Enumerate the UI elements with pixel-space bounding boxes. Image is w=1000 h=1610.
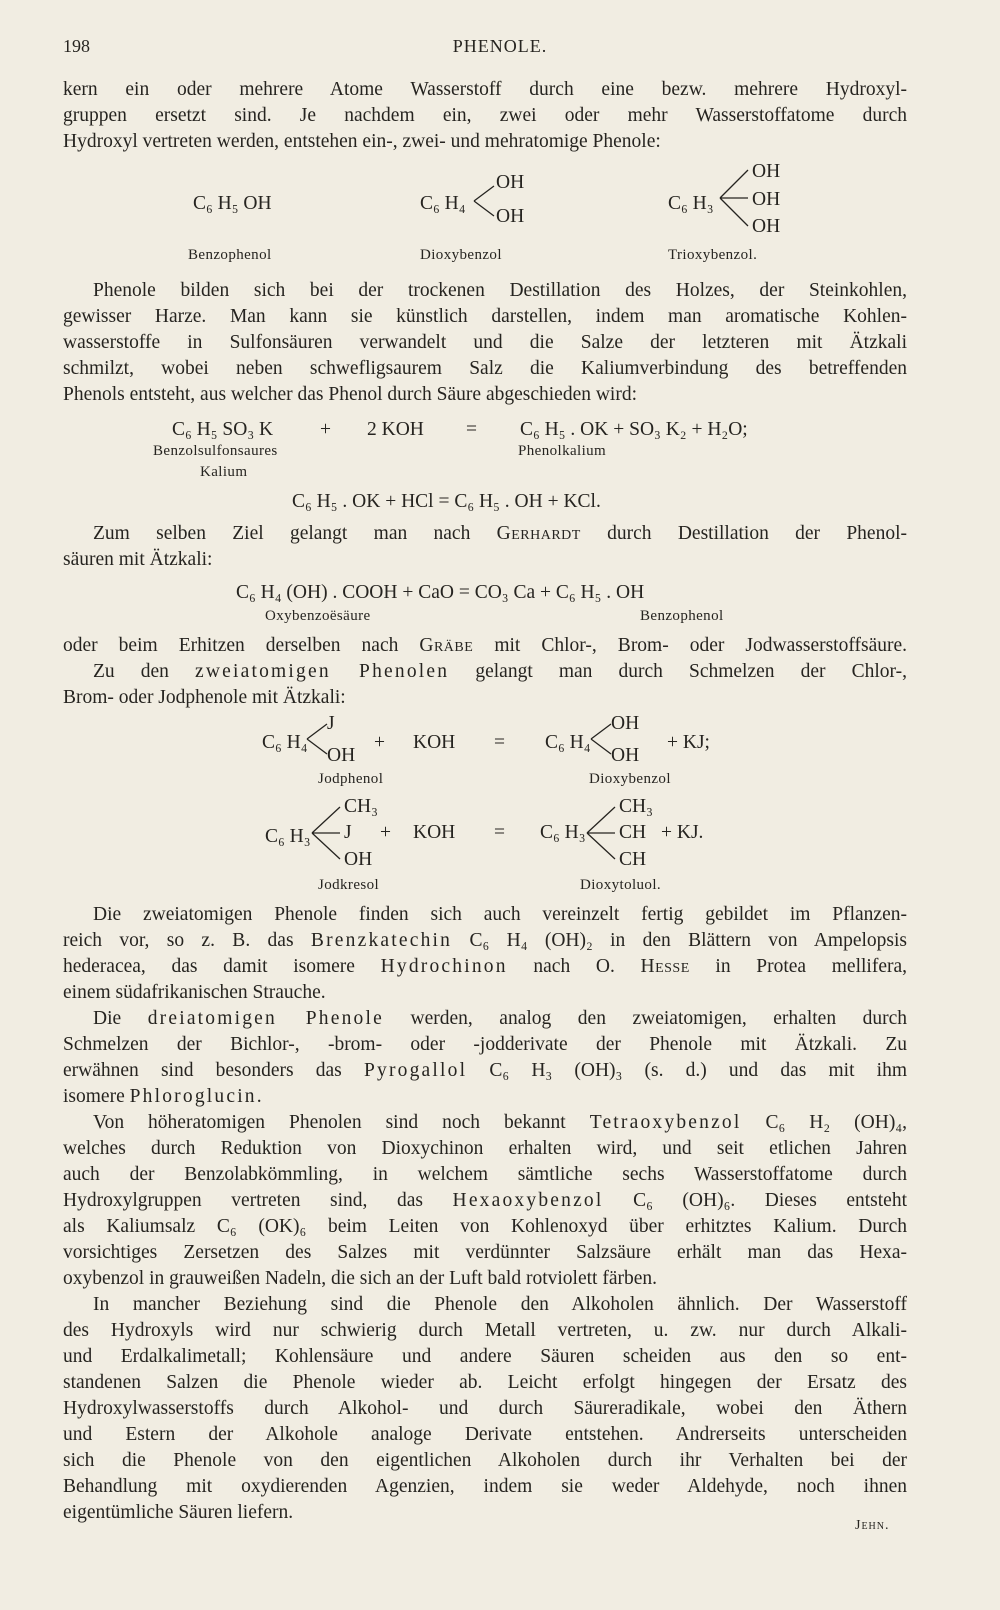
formula: C₆ H₄ [545, 732, 591, 753]
formula-dioxybenzol-base: C₆ H₄ [420, 193, 466, 214]
formula: C₆ H₄ [262, 732, 308, 753]
paragraph-2 [63, 278, 907, 408]
caption: Dioxybenzol [420, 247, 502, 263]
formula: C₆ H₅ SO₃ K [172, 419, 274, 440]
formula-hydroxyl: OH [752, 161, 781, 182]
formula: C₆ H₃ [265, 826, 311, 847]
text-line: Brom- oder Jodphenole mit Ätzkali: [63, 687, 346, 708]
text-line: oder beim Erhitzen derselben nach Gräbe mit Chlor-, Brom- oder Jodwasserstoffsäure. [63, 635, 907, 656]
caption: Dioxybenzol [589, 771, 671, 787]
formula: CH₃ [619, 796, 653, 817]
emphasis: Pyrogallol [363, 1060, 468, 1081]
formula: + [374, 732, 385, 753]
paragraph-4 [63, 633, 907, 711]
text-line: Die dreiatomigen Phenole werden, analog den zweiatomigen, erhalten durch [93, 1008, 908, 1029]
formula: 2 KOH [367, 419, 424, 440]
text-line: In mancher Beziehung sind die Phenole den Alkoholen ähnlich. Der Wasserstoff [93, 1294, 907, 1315]
caption: Benzolsulfonsaures [153, 443, 278, 459]
emphasis: Phloroglucin [129, 1086, 257, 1107]
caption: Benzophenol [640, 608, 724, 624]
author-name: Gräbe [419, 635, 474, 656]
formula: + [320, 419, 331, 440]
text-line: schmilzt, wobei neben schwefligsaurem Salz die Kaliumverbindung des betreffenden [63, 358, 907, 379]
text-line: hederacea, das damit isomere Hydrochinon nach O. Hesse in Protea mellifera, [63, 956, 907, 977]
text-line: Hydroxyl vertreten werden, entstehen ein-, zwei- und mehratomige Phenole: [63, 131, 661, 152]
caption: Benzophenol [188, 247, 272, 263]
text-line: Die zweiatomigen Phenole finden sich auch vereinzelt fertig gebildet im Pflanzen- [93, 904, 907, 925]
caption: Dioxytoluol. [580, 877, 662, 893]
text-line: Zu den zweiatomigen Phenolen gelangt man durch Schmelzen der Chlor-, [93, 661, 907, 682]
formula: + KJ; [667, 732, 710, 753]
text-line: gewisser Harze. Man kann sie künstlich darstellen, indem man aromatische Kohlen- [63, 306, 907, 327]
emphasis: Brenzkatechin [310, 930, 453, 951]
text-line: isomere Phloroglucin. [63, 1086, 262, 1107]
formula: CH₃ [344, 796, 378, 817]
equation-hcl: C₆ H₅ . OK + HCl = C₆ H₅ . OH + KCl. [292, 491, 601, 512]
text-line: wasserstoffe in Sulfonsäuren verwandelt und die Salze der letzteren mit Ätzkali [63, 332, 907, 353]
text-line: sich die Phenole von den eigentlichen Alkoholen durch ihr Verhalten bei der [63, 1450, 907, 1471]
emphasis: dreiatomigen Phenole [147, 1008, 384, 1029]
formula-hydroxyl: OH [496, 206, 525, 227]
text-line: Phenols entsteht, aus welcher das Phenol durch Säure abgeschieden wird: [63, 384, 638, 405]
formula-hydroxyl: OH [496, 172, 525, 193]
text-line: gruppen ersetzt sind. Je nachdem ein, zwei oder mehr Wasserstoffatome durch [63, 105, 907, 126]
formula: J [344, 822, 352, 843]
emphasis: zweiatomigen Phenolen [195, 661, 450, 682]
text-line: eigentümliche Säuren liefern. [63, 1502, 294, 1523]
formula: OH [327, 745, 356, 766]
text-line: welches durch Reduktion von Dioxychinon erhalten wird, und seit etlichen Jahren [63, 1138, 907, 1159]
formula-benzophenol: C₆ H₅ OH [193, 193, 272, 214]
emphasis: Hexaoxybenzol [452, 1190, 604, 1211]
author-name: Hesse [640, 956, 690, 977]
formula: C₆ H₅ . OK + SO₃ K₂ + H₂O; [520, 419, 748, 440]
text-line: als Kaliumsalz C₆ (OK)₆ beim Leiten von Kohlenoxyd über erhitztes Kalium. Durch [63, 1216, 907, 1237]
caption: Oxybenzoësäure [265, 608, 371, 624]
text-line: und Erdalkalimetall; Kohlensäure und andere Säuren scheiden aus den so ent- [63, 1346, 907, 1367]
paragraph-1 [63, 77, 907, 155]
formula-hydroxyl: OH [752, 216, 781, 237]
formula: = [466, 419, 477, 440]
caption: Jodphenol [318, 771, 384, 787]
text-line: und Estern der Alkohole analoge Derivate entstehen. Andrerseits unterscheiden [63, 1424, 907, 1445]
text-line: säuren mit Ätzkali: [63, 549, 213, 570]
caption: Trioxybenzol. [668, 247, 758, 263]
author-name: Gerhardt [496, 523, 581, 544]
text-line: auch der Benzolabkömmling, in welchem sämtliche sechs Wasserstoffatome durch [63, 1164, 907, 1185]
text-line: Schmelzen der Bichlor-, -brom- oder -jodderivate der Phenole mit Ätzkali. Zu [63, 1034, 907, 1055]
page-header [0, 36, 1000, 66]
equation-oxybenzoic: C₆ H₄ (OH) . COOH + CaO = CO₃ Ca + C₆ H₅ . OH [236, 582, 645, 603]
formula: OH [611, 745, 640, 766]
formula-hydroxyl: OH [752, 189, 781, 210]
formula: C₆ H₃ [540, 822, 586, 843]
text-line: Hydroxylwasserstoffs durch Alkohol- und durch Säureradikale, wobei den Äthern [63, 1398, 907, 1419]
text-line: oxybenzol in grauweißen Nadeln, die sich an der Luft bald rotviolett färben. [63, 1268, 658, 1289]
paragraph-6 [63, 902, 907, 1006]
paragraph-9 [63, 1292, 907, 1526]
paragraph-7 [63, 1006, 907, 1110]
paragraph-8 [63, 1110, 907, 1292]
formula: = [494, 822, 505, 843]
formula: OH [344, 849, 373, 870]
formula: J [327, 713, 335, 734]
text-line: Phenole bilden sich bei der trockenen Destillation des Holzes, der Steinkohlen, [93, 280, 907, 301]
formula: KOH [413, 732, 456, 753]
text-line: erwähnen sind besonders das Pyrogallol C₆ H₃ (OH)₃ (s. d.) und das mit ihm [63, 1060, 908, 1081]
bond-lines [310, 797, 346, 869]
formula: + [380, 822, 391, 843]
emphasis: Tetraoxybenzol [589, 1112, 742, 1133]
running-title: PHENOLE. [452, 36, 548, 56]
formula: = [494, 732, 505, 753]
text-line: Zum selben Ziel gelangt man nach Gerhardt durch Destillation der Phenol- [93, 523, 907, 544]
formula: CH [619, 849, 647, 870]
emphasis: Hydrochinon [380, 956, 508, 977]
bond-lines [585, 797, 621, 869]
formula: OH [611, 713, 640, 734]
caption: Kalium [200, 464, 248, 480]
formula: KOH [413, 822, 456, 843]
caption: Phenolkalium [518, 443, 607, 459]
text-line: standenen Salzen die Phenole wieder ab. Leicht erfolgt hingegen der Ersatz des [63, 1372, 907, 1393]
formula: + KJ. [661, 822, 704, 843]
formula-trioxybenzol-base: C₆ H₃ [668, 193, 714, 214]
author-signature: Jehn. [855, 1518, 890, 1533]
caption: Jodkresol [318, 877, 380, 893]
formula: CH [619, 822, 647, 843]
paragraph-3 [63, 521, 907, 573]
text-line: vorsichtiges Zersetzen des Salzes mit verdünnter Salzsäure erhält man das Hexa- [63, 1242, 907, 1263]
bond-lines [718, 160, 754, 236]
text-line: reich vor, so z. B. das Brenzkatechin C₆ H₄ (OH)₂ in den Blättern von Ampelopsis [63, 930, 907, 951]
text-line: einem südafrikanischen Strauche. [63, 982, 326, 1003]
text-line: des Hydroxyls wird nur schwierig durch Metall vertreten, u. zw. nur durch Alkali- [63, 1320, 907, 1341]
page-number: 198 [63, 36, 90, 56]
text-line: Behandlung mit oxydierenden Agenzien, indem sie weder Aldehyde, noch ihnen [63, 1476, 907, 1497]
text-line: kern ein oder mehrere Atome Wasserstoff durch eine bezw. mehrere Hydroxyl- [63, 79, 907, 100]
text-line: Von höheratomigen Phenolen sind noch bekannt Tetraoxybenzol C₆ H₂ (OH)₄, [93, 1112, 908, 1133]
text-line: Hydroxylgruppen vertreten sind, das Hexaoxybenzol C₆ (OH)₆. Dieses entsteht [63, 1190, 907, 1211]
